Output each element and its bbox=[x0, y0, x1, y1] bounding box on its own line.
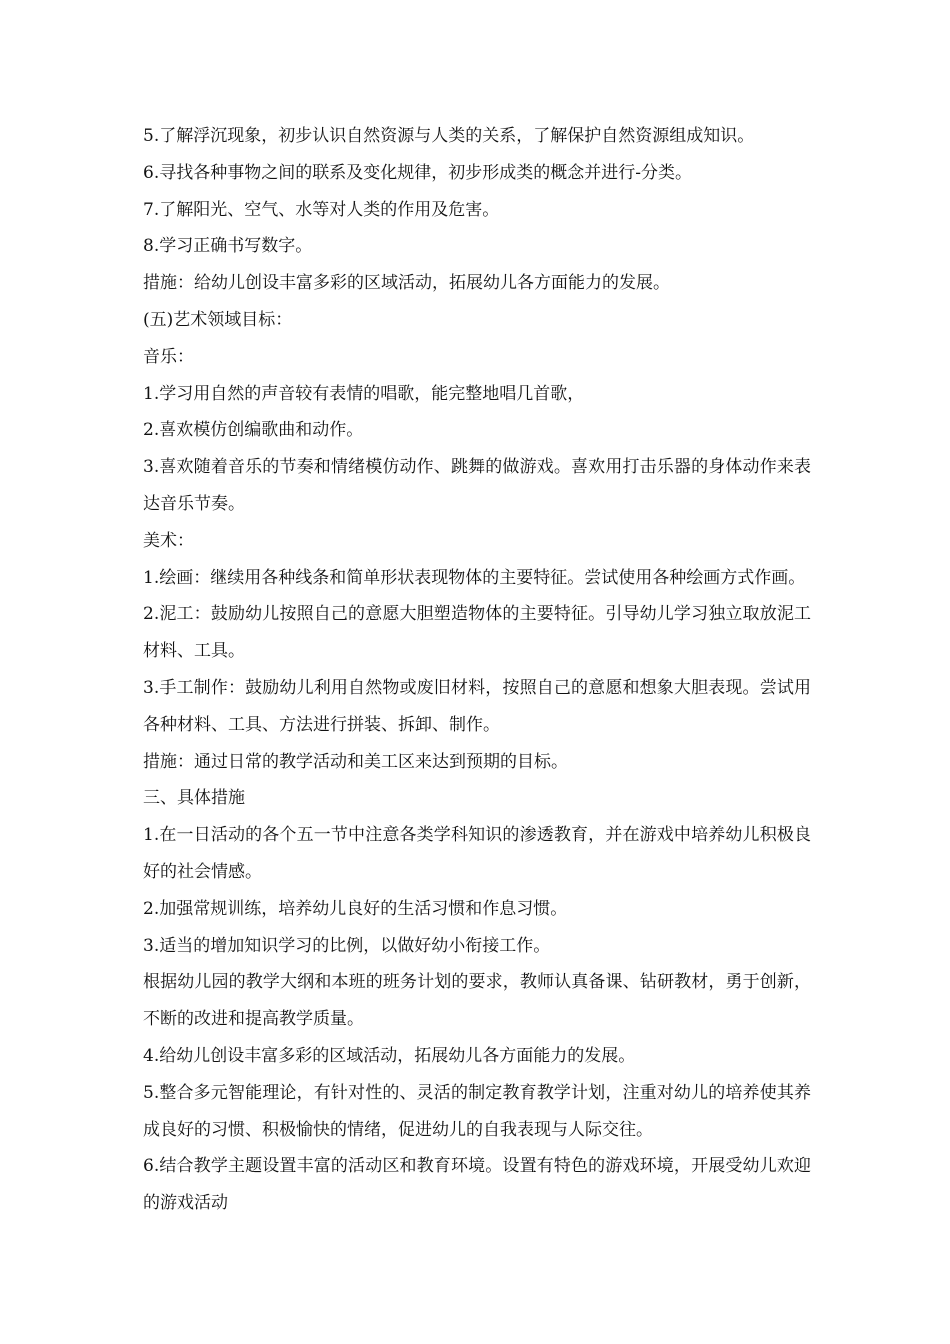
measures-item-5: 5.整合多元智能理论，有针对性的、灵活的制定教育教学计划，注重对幼儿的培养使其养成良好的习惯、积极愉快的情绪，促进幼儿的自我表现与人际交往。 bbox=[143, 1082, 811, 1140]
paragraph-measures-art: 措施：通过日常的教学活动和美工区来达到预期的目标。 bbox=[143, 751, 568, 772]
paragraph-6-classification: 6.寻找各种事物之间的联系及变化规律，初步形成类的概念并进行-分类。 bbox=[143, 162, 692, 183]
music-item-2: 2.喜欢模仿创编歌曲和动作。 bbox=[143, 420, 364, 441]
section-heading-specific-measures: 三、具体措施 bbox=[143, 788, 245, 809]
music-item-3: 3.喜欢随着音乐的节奏和情绪模仿动作、跳舞的做游戏。喜欢用打击乐器的身体动作来表达音乐节奏。 bbox=[143, 457, 811, 514]
measures-item-1: 1.在一日活动的各个五一节中注意各类学科知识的渗透教育，并在游戏中培养幼儿积极良好的社会情感。 bbox=[143, 825, 811, 882]
music-item-1: 1.学习用自然的声音较有表情的唱歌，能完整地唱几首歌， bbox=[143, 383, 585, 404]
section-heading-art-goals: (五)艺术领域目标： bbox=[143, 309, 293, 330]
subheading-music: 音乐： bbox=[143, 346, 194, 367]
measures-item-6: 6.结合教学主题设置丰富的活动区和教育环境。设置有特色的游戏环境，开展受幼儿欢迎的游戏活动 bbox=[143, 1156, 811, 1214]
measures-item-4: 4.给幼儿创设丰富多彩的区域活动，拓展幼儿各方面能力的发展。 bbox=[143, 1045, 636, 1066]
arts-item-2-clay: 2.泥工：鼓励幼儿按照自己的意愿大胆塑造物体的主要特征。引导幼儿学习独立取放泥工材料、工具。 bbox=[143, 604, 811, 662]
paragraph-measures-area-activities: 措施：给幼儿创设丰富多彩的区域活动，拓展幼儿各方面能力的发展。 bbox=[143, 273, 670, 294]
paragraph-7-sunlight-air-water: 7.了解阳光、空气、水等对人类的作用及危害。 bbox=[143, 199, 500, 220]
paragraph-5-floating-sinking: 5.了解浮沉现象，初步认识自然资源与人类的关系，了解保护自然资源组成知识。 bbox=[143, 126, 755, 146]
arts-item-1-drawing: 1.绘画：继续用各种线条和简单形状表现物体的主要特征。尝试使用各种绘画方式作画。 bbox=[143, 567, 806, 588]
arts-item-3-handcraft: 3.手工制作：鼓励幼儿利用自然物或废旧材料，按照自己的意愿和想象大胆表现。尝试用各种材料、工具、方法进行拼装、拆卸、制作。 bbox=[143, 677, 811, 735]
paragraph-8-writing-numbers: 8.学习正确书写数字。 bbox=[143, 236, 313, 257]
document-body bbox=[143, 118, 811, 1222]
measures-item-3: 3.适当的增加知识学习的比例，以做好幼小衔接工作。 bbox=[143, 935, 551, 956]
subheading-fine-arts: 美术： bbox=[143, 530, 194, 551]
measures-item-2: 2.加强常规训练，培养幼儿良好的生活习惯和作息习惯。 bbox=[143, 898, 568, 919]
paragraph-teaching-plan: 根据幼儿园的教学大纲和本班的班务计划的要求，教师认真备课、钻研教材，勇于创新，不断的改进和提高教学质量。 bbox=[143, 972, 811, 1030]
